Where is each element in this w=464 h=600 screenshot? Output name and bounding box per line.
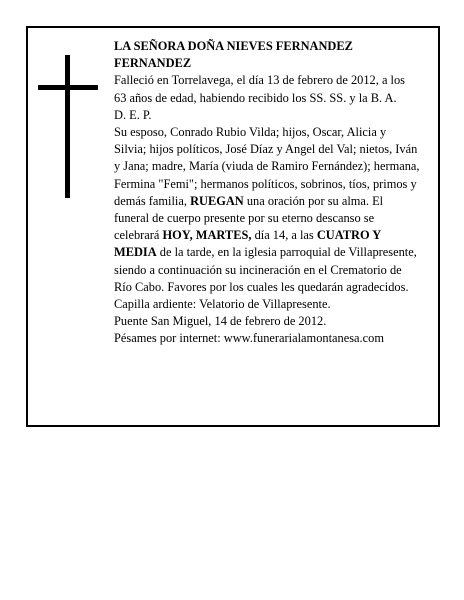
- cross-vertical-bar: [65, 55, 70, 198]
- family-list: Su esposo, Conrado Rubio Vilda; hijos, Oscar, Alicia y Silvia; hijos políticos, José Díaz y Angel del Val; nietos, Iván y Jana; madre, María (viuda de Ramiro Fernández); hermana, Fermina "Femi"; hermanos políticos, sobrinos, tíos, primos y demás familia,: [114, 125, 420, 208]
- rip-line: D. E. P.: [114, 107, 152, 122]
- time-text: de la tarde, en la iglesia parroquial de Villapresente, siendo a continuación su incineración en el Crematorio de Río Cabo. Favores por los cuales les quedarán agradecidos.: [114, 245, 417, 294]
- time-bold: CUATRO Y MEDIA: [114, 228, 381, 260]
- place-date-line: Puente San Miguel, 14 de febrero de 2012.: [114, 314, 327, 329]
- cross-horizontal-bar: [38, 85, 98, 90]
- request-text: una oración por su alma. El funeral de cuerpo presente por su eterno descanso se celebrará: [114, 193, 384, 243]
- death-notice: Falleció en Torrelavega, el día 13 de febrero de 2012, a los 63 años de edad, habiendo recibido los SS. SS. y la B. A.: [114, 73, 406, 105]
- day-text: día 14, a las: [251, 228, 317, 243]
- deceased-name: LA SEÑORA DOÑA NIEVES FERNANDEZ FERNANDEZ: [114, 39, 353, 71]
- day-bold: HOY, MARTES,: [162, 228, 252, 243]
- chapel-line: Capilla ardiente: Velatorio de Villapresente.: [114, 297, 331, 312]
- condolences-line: Pésames por internet: www.funerarialamontanesa.com: [114, 331, 384, 346]
- request-bold: RUEGAN: [190, 193, 244, 208]
- obituary-text: [114, 38, 420, 348]
- funeral-paragraph: [114, 124, 420, 296]
